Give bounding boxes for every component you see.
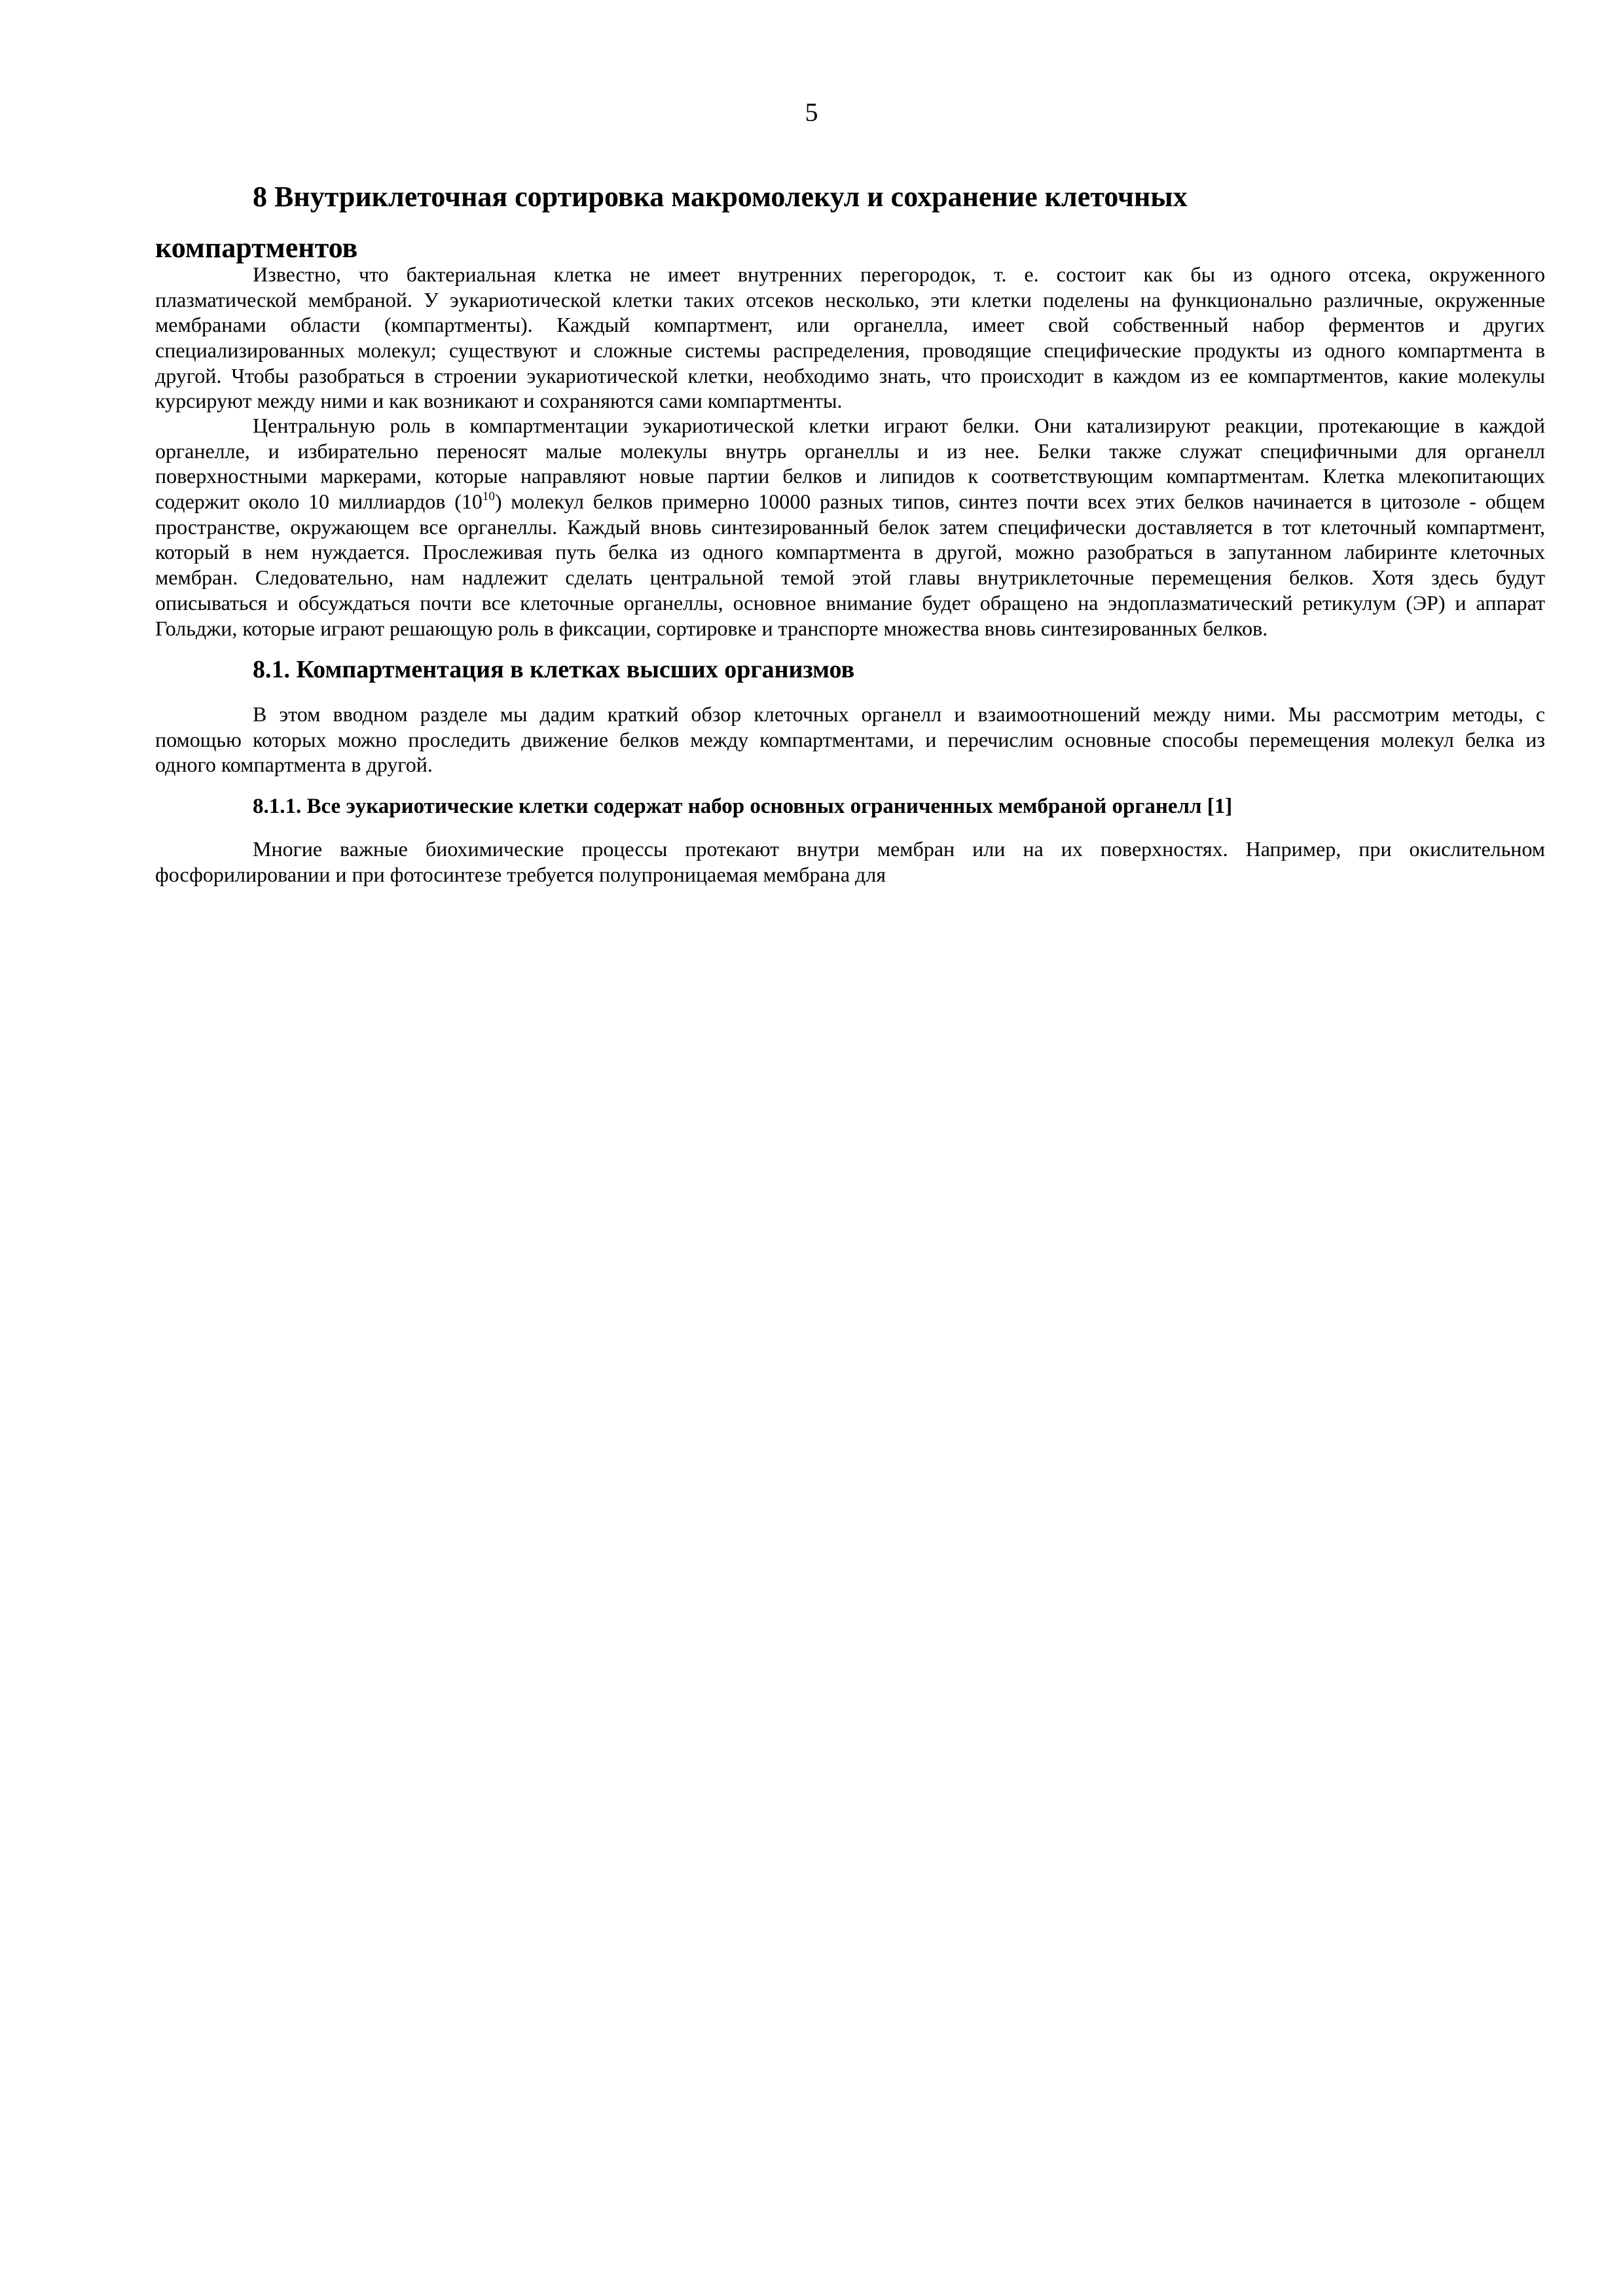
text-line: специализированных молекул; существуют и сложные системы распределения, проводящие специфические продукты из одного компартмента в bbox=[155, 338, 1545, 363]
text-line: Центральную роль в компартментации эукариотической клетки играют белки. Они катализируют реакции, протекающие в каждой bbox=[253, 414, 1545, 437]
text-line: плазматической мембраной. У эукариотической клетки таких отсеков несколько, эти клетки поделены на функционально различные, окруженные bbox=[155, 287, 1545, 312]
text-line: В этом вводном разделе мы дадим краткий обзор клеточных органелл и взаимоотношений между ними. Мы рассмотрим методы, с bbox=[253, 702, 1545, 726]
text-line: пространстве, окружающем все органеллы. Каждый вновь синтезированный белок затем специфически доставляется в тот клеточный компартмент, bbox=[155, 514, 1545, 539]
subsection-heading: 8.1.1. Все эукариотические клетки содержат набор основных ограниченных мембраной органелл [1] bbox=[253, 795, 1233, 818]
text-line: фосфорилировании и при фотосинтезе требуется полупроницаемая мембрана для bbox=[155, 862, 886, 886]
text-line: одного компартмента в другой. bbox=[155, 753, 433, 777]
text-line: помощью которых можно проследить движение белков между компартментами, и перечислим основные способы перемещения молекул белка из bbox=[155, 727, 1545, 751]
text-line: органелле, и избирательно переносят малые молекулы внутрь органеллы и из нее. Белки также служат специфичными для органелл bbox=[155, 439, 1545, 463]
paragraph bbox=[155, 413, 1545, 641]
text-segment: ) молекул белков примерно 10000 разных типов, синтез почти всех этих белков начинается в цитозоле - общем bbox=[494, 490, 1545, 514]
text-line: мембран. Следовательно, нам надлежит сделать центральной темой этой главы внутриклеточные перемещения белков. Хотя здесь будут bbox=[155, 565, 1545, 590]
text-line: Многие важные биохимические процессы протекают внутри мембран или на их поверхностях. Например, при окислительном bbox=[253, 837, 1545, 861]
paragraph bbox=[155, 262, 1545, 414]
text-line: курсируют между ними и как возникают и сохраняются сами компартменты. bbox=[155, 389, 843, 413]
page-number: 5 bbox=[805, 98, 818, 127]
text-line: Известно, что бактериальная клетка не имеет внутренних перегородок, т. е. состоит как бы из одного отсека, окруженного bbox=[253, 262, 1545, 286]
section-heading: 8.1. Компартментация в клетках высших организмов bbox=[253, 656, 855, 683]
text-line: поверхностными маркерами, которые направляют новые партии белков и липидов к соответствующим компартментам. Клетка млекопитающих bbox=[155, 464, 1545, 488]
text-line: описываться и обсуждаться почти все клеточные органеллы, основное внимание будет обращено на эндоплазматический ретикулум (ЭР) и аппарат bbox=[155, 590, 1545, 615]
text-line bbox=[155, 489, 1545, 514]
paragraph bbox=[155, 836, 1545, 887]
chapter-title-line: 8 Внутриклеточная сортировка макромолекул и сохранение клеточных bbox=[253, 181, 1188, 213]
superscript-exponent: 10 bbox=[482, 490, 495, 504]
text-line: Гольджи, которые играют решающую роль в фиксации, сортировке и транспорте множества вновь синтезированных белков. bbox=[155, 616, 1268, 640]
paragraph bbox=[155, 702, 1545, 778]
text-line: который в нем нуждается. Прослеживая путь белка из одного компартмента в другой, можно разобраться в запутанном лабиринте клеточных bbox=[155, 540, 1545, 564]
text-line: мембранами области (компартменты). Каждый компартмент, или органелла, имеет свой собственный набор ферментов и других bbox=[155, 313, 1545, 337]
text-segment: содержит около 10 миллиардов (10 bbox=[155, 490, 483, 514]
chapter-title bbox=[155, 171, 1545, 274]
chapter-title-line: компартментов bbox=[155, 232, 358, 264]
text-line: другой. Чтобы разобраться в строении эукариотической клетки, необходимо знать, что происходит в каждом из ее компартментов, какие молекулы bbox=[155, 363, 1545, 387]
